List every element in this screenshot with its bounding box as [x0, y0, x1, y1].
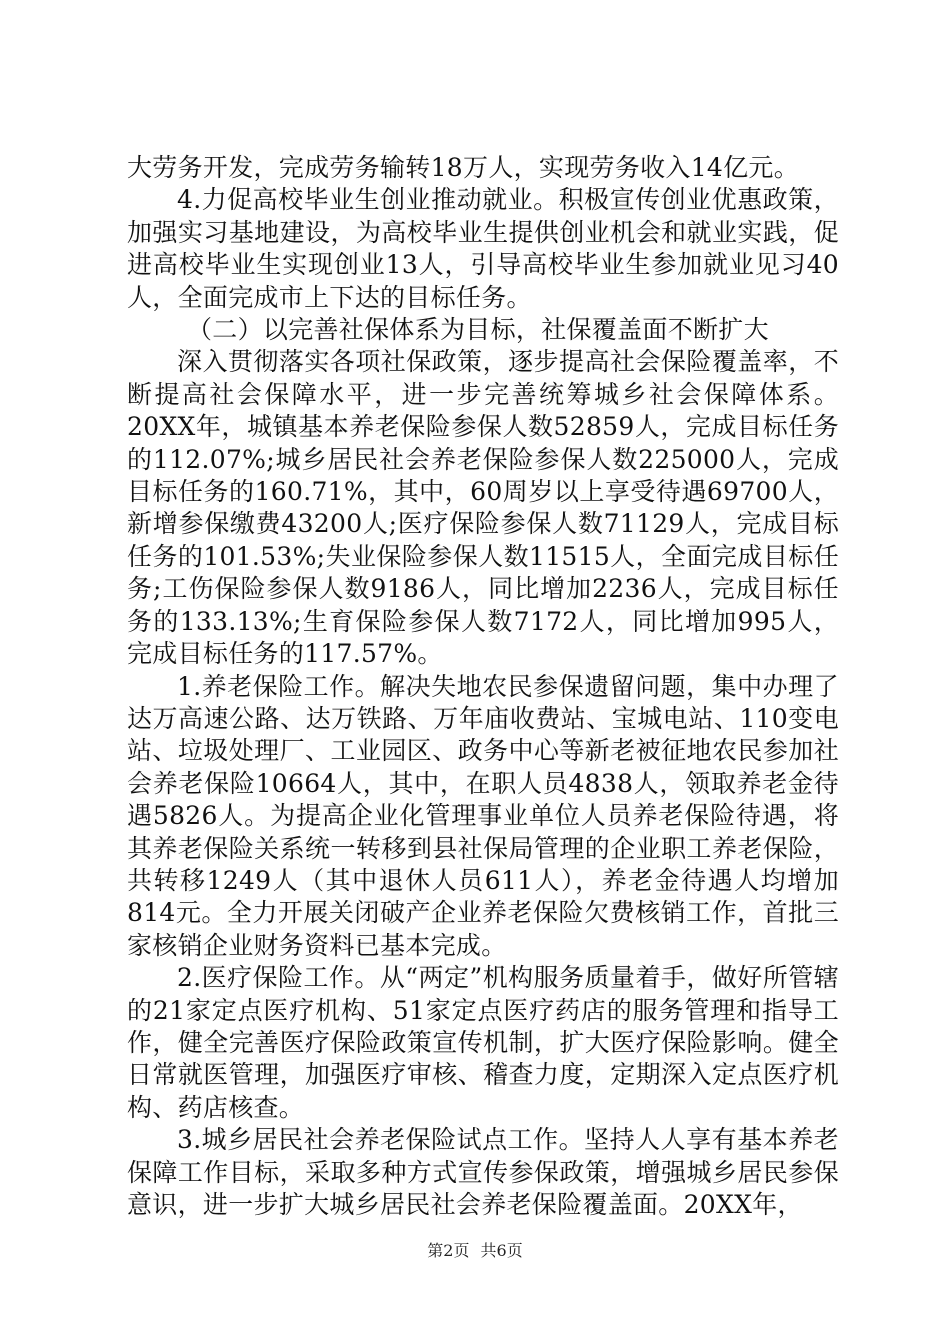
page-number: 第2页	[427, 1241, 470, 1260]
paragraph-graduate-entrepreneurship: 4.力促高校毕业生创业推动就业。积极宣传创业优惠政策，加强实习基地建设，为高校毕业生提供创业机会和就业实践，促进高校毕业生实现创业13人，引导高校毕业生参加就业见习40人，全面完成市上下达的目标任务。	[127, 185, 839, 312]
paragraph-continuation: 大劳务开发，完成劳务输转18万人，实现劳务收入14亿元。	[127, 153, 800, 182]
document-body	[127, 152, 839, 1221]
paragraph-rural-pension-pilot: 3.城乡居民社会养老保险试点工作。坚持人人享有基本养老保障工作目标，采取多种方式宣传参保政策，增强城乡居民参保意识，进一步扩大城乡居民社会养老保险覆盖面。20XX年，	[127, 1125, 839, 1219]
page-footer	[0, 1238, 950, 1261]
section-heading-social-security: （二）以完善社保体系为目标，社保覆盖面不断扩大	[187, 315, 769, 345]
paragraph-social-security-overview: 深入贯彻落实各项社保政策，逐步提高社会保险覆盖率，不断提高社会保障水平，进一步完善统筹城乡社会保障体系。20XX年，城镇基本养老保险参保人数52859人，完成目标任务的112.07%;城乡居民社会养老保险参保人数225000人，完成目标任务的160.71%，其中，60周岁以上享受待遇69700人，新增参保缴费43200人;医疗保险参保人数71129人，完成目标任务的101.53%;失业保险参保人数11515人，全面完成目标任务;工伤保险参保人数9186人，同比增加2236人，完成目标任务的133.13%;生育保险参保人数7172人，同比增加995人，完成目标任务的117.57%。	[127, 347, 839, 669]
paragraph-pension-insurance: 1.养老保险工作。解决失地农民参保遗留问题，集中办理了达万高速公路、达万铁路、万年庙收费站、宝城电站、110变电站、垃圾处理厂、工业园区、政务中心等新老被征地农民参加社会养老保险10664人，其中，在职人员4838人，领取养老金待遇5826人。为提高企业化管理事业单位人员养老保险待遇，将其养老保险关系统一转移到县社保局管理的企业职工养老保险，共转移1249人（其中退休人员611人），养老金待遇人均增加814元。全力开展关闭破产企业养老保险欠费核销工作，首批三家核销企业财务资料已基本完成。	[127, 671, 839, 960]
paragraph-medical-insurance: 2.医疗保险工作。从“两定”机构服务质量着手，做好所管辖的21家定点医疗机构、51家定点医疗药店的服务管理和指导工作，健全完善医疗保险政策宣传机制，扩大医疗保险影响。健全日常就医管理，加强医疗审核、稽查力度，定期深入定点医疗机构、药店核查。	[127, 963, 839, 1122]
page-total: 共6页	[480, 1241, 523, 1260]
